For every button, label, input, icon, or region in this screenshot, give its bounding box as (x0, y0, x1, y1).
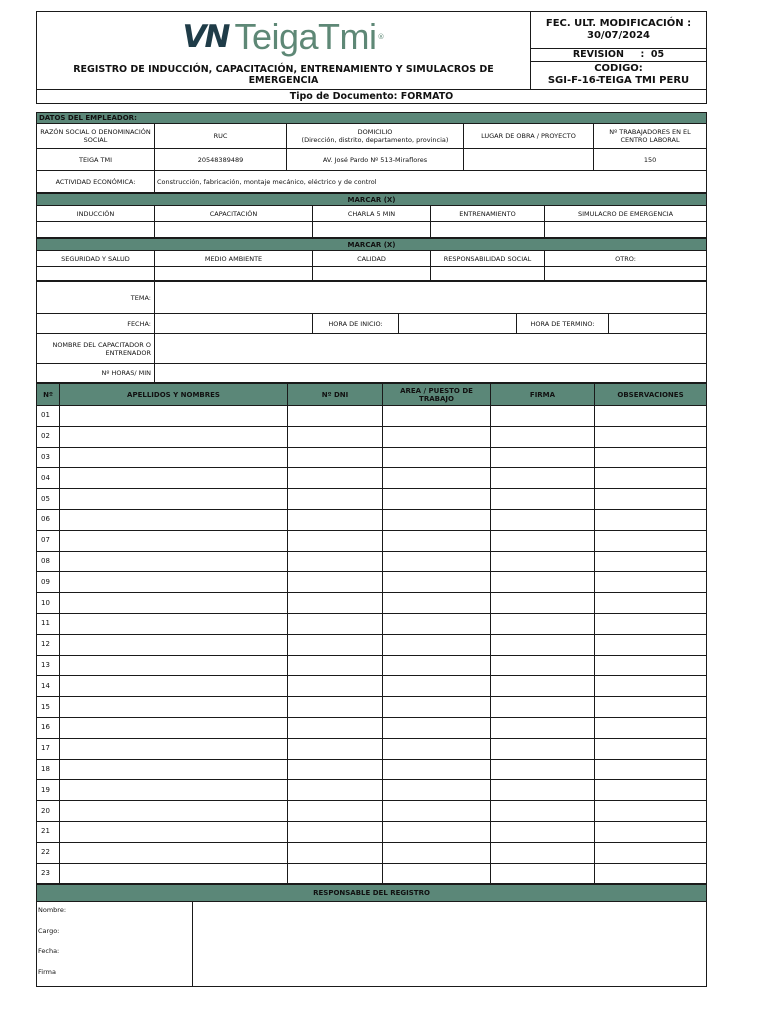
observaciones-field[interactable] (595, 634, 707, 655)
code-label: CODIGO: (594, 63, 643, 75)
row-number: 06 (37, 509, 60, 530)
registro-form (36, 11, 706, 987)
responsable-firma-label: Firma (38, 967, 56, 976)
observaciones-field[interactable] (595, 551, 707, 572)
table-row (37, 842, 707, 863)
actividad-label: ACTIVIDAD ECONÓMICA: (37, 171, 155, 193)
table-row (37, 489, 707, 510)
dni-field[interactable] (288, 509, 383, 530)
table-row (37, 509, 707, 530)
hora-termino-label: HORA DE TERMINO: (517, 314, 609, 334)
apellidos-field[interactable] (60, 406, 288, 427)
company-logo: VN TeigaTmi ® (37, 12, 531, 62)
dni-field[interactable] (288, 738, 383, 759)
apellidos-field[interactable] (60, 697, 288, 718)
area-field[interactable] (383, 697, 491, 718)
header-observaciones: OBSERVACIONES (595, 384, 707, 406)
modification-date: 30/07/2024 (587, 30, 650, 42)
area-field[interactable] (383, 551, 491, 572)
capacitador-field[interactable] (155, 334, 707, 364)
activity-type-table (36, 193, 707, 238)
option-capacitacion: CAPACITACIÓN (155, 206, 313, 222)
domicilio-sublabel: (Dirección, distrito, departamento, provincia) (301, 136, 449, 144)
option-calidad: CALIDAD (313, 251, 431, 267)
dni-field[interactable] (288, 676, 383, 697)
apellidos-field[interactable] (60, 842, 288, 863)
area-field[interactable] (383, 634, 491, 655)
checkbox-medio-ambiente[interactable] (155, 267, 313, 281)
firma-field[interactable] (491, 676, 595, 697)
table-row (37, 821, 707, 842)
apellidos-field[interactable] (60, 426, 288, 447)
table-row (37, 738, 707, 759)
row-number: 13 (37, 655, 60, 676)
observaciones-field[interactable] (595, 530, 707, 551)
firma-field[interactable] (491, 634, 595, 655)
apellidos-field[interactable] (60, 489, 288, 510)
table-row (37, 801, 707, 822)
area-field[interactable] (383, 863, 491, 884)
responsable-title: RESPONSABLE DEL REGISTRO (37, 885, 707, 902)
option-seguridad: SEGURIDAD Y SALUD (37, 251, 155, 267)
table-row (37, 676, 707, 697)
table-row (37, 468, 707, 489)
observaciones-field[interactable] (595, 738, 707, 759)
dni-field[interactable] (288, 426, 383, 447)
apellidos-field[interactable] (60, 780, 288, 801)
apellidos-field[interactable] (60, 593, 288, 614)
dni-field[interactable] (288, 842, 383, 863)
table-row (37, 530, 707, 551)
apellidos-field[interactable] (60, 676, 288, 697)
row-number: 20 (37, 801, 60, 822)
observaciones-field[interactable] (595, 842, 707, 863)
horas-label: Nº HORAS/ MIN (37, 364, 155, 383)
row-number: 10 (37, 593, 60, 614)
firma-field[interactable] (491, 821, 595, 842)
dni-field[interactable] (288, 551, 383, 572)
table-row (37, 655, 707, 676)
observaciones-field[interactable] (595, 717, 707, 738)
row-number: 01 (37, 406, 60, 427)
checkbox-induccion[interactable] (37, 222, 155, 238)
firma-field[interactable] (491, 801, 595, 822)
apellidos-field[interactable] (60, 634, 288, 655)
area-field[interactable] (383, 759, 491, 780)
hora-termino-field[interactable] (609, 314, 707, 334)
area-field[interactable] (383, 738, 491, 759)
dni-field[interactable] (288, 780, 383, 801)
mark-activity-title: MARCAR (X) (37, 194, 707, 206)
firma-field[interactable] (491, 780, 595, 801)
observaciones-field[interactable] (595, 426, 707, 447)
area-field[interactable] (383, 406, 491, 427)
observaciones-field[interactable] (595, 655, 707, 676)
dni-field[interactable] (288, 759, 383, 780)
lugar-obra-label: LUGAR DE OBRA / PROYECTO (464, 124, 594, 149)
area-field[interactable] (383, 489, 491, 510)
responsable-table (36, 884, 707, 987)
table-row (37, 613, 707, 634)
tema-field[interactable] (155, 282, 707, 314)
row-number: 08 (37, 551, 60, 572)
option-responsabilidad: RESPONSABILIDAD SOCIAL (431, 251, 545, 267)
area-field[interactable] (383, 530, 491, 551)
responsable-fecha-label: Fecha: (38, 947, 60, 956)
lugar-obra-field[interactable] (464, 149, 594, 171)
checkbox-otro[interactable] (545, 267, 707, 281)
option-charla: CHARLA 5 MIN (313, 206, 431, 222)
dni-field[interactable] (288, 697, 383, 718)
trabajadores-label: Nº TRABAJADORES EN EL CENTRO LABORAL (594, 124, 707, 149)
row-number: 16 (37, 717, 60, 738)
logo-wordmark: TeigaTmi (234, 15, 377, 57)
employer-table (36, 112, 707, 193)
firma-field[interactable] (491, 551, 595, 572)
observaciones-field[interactable] (595, 406, 707, 427)
area-field[interactable] (383, 717, 491, 738)
hora-inicio-label: HORA DE INICIO: (313, 314, 399, 334)
observaciones-field[interactable] (595, 821, 707, 842)
domicilio-label: DOMICILIO (357, 128, 393, 136)
trabajadores-field[interactable]: 150 (594, 149, 707, 171)
observaciones-field[interactable] (595, 468, 707, 489)
apellidos-field[interactable] (60, 572, 288, 593)
firma-field[interactable] (491, 738, 595, 759)
row-number: 23 (37, 863, 60, 884)
table-row (37, 447, 707, 468)
row-number: 12 (37, 634, 60, 655)
fecha-label: FECHA: (37, 314, 155, 334)
firma-field[interactable] (491, 842, 595, 863)
apellidos-field[interactable] (60, 655, 288, 676)
modification-label: FEC. ULT. MODIFICACIÓN : (545, 18, 692, 30)
option-induccion: INDUCCIÓN (37, 206, 155, 222)
area-field[interactable] (383, 780, 491, 801)
apellidos-field[interactable] (60, 447, 288, 468)
firma-field[interactable] (491, 468, 595, 489)
area-field[interactable] (383, 801, 491, 822)
firma-field[interactable] (491, 426, 595, 447)
row-number: 21 (37, 821, 60, 842)
domicilio-field[interactable]: AV. José Pardo Nº 513-Miraflores (287, 149, 464, 171)
table-row (37, 572, 707, 593)
observaciones-field[interactable] (595, 697, 707, 718)
apellidos-field[interactable] (60, 530, 288, 551)
observaciones-field[interactable] (595, 572, 707, 593)
apellidos-field[interactable] (60, 717, 288, 738)
responsable-nombre-label: Nombre: (38, 906, 67, 915)
firma-field[interactable] (491, 489, 595, 510)
option-entrenamiento: ENTRENAMIENTO (431, 206, 545, 222)
dni-field[interactable] (288, 593, 383, 614)
row-number: 05 (37, 489, 60, 510)
checkbox-responsabilidad[interactable] (431, 267, 545, 281)
firma-field[interactable] (491, 530, 595, 551)
header-area: AREA / PUESTO DE TRABAJO (383, 384, 491, 406)
dni-field[interactable] (288, 468, 383, 489)
dni-field[interactable] (288, 489, 383, 510)
razon-social-label: RAZÓN SOCIAL O DENOMINACIÓN SOCIAL (37, 124, 155, 149)
checkbox-calidad[interactable] (313, 267, 431, 281)
table-row (37, 634, 707, 655)
row-number: 18 (37, 759, 60, 780)
observaciones-field[interactable] (595, 447, 707, 468)
firma-field[interactable] (491, 863, 595, 884)
apellidos-field[interactable] (60, 821, 288, 842)
row-number: 14 (37, 676, 60, 697)
area-field[interactable] (383, 821, 491, 842)
area-field[interactable] (383, 447, 491, 468)
revision-number: REVISION : 05 (531, 49, 707, 61)
responsable-cargo-label: Cargo: (38, 926, 60, 935)
horas-field[interactable] (155, 364, 707, 383)
firma-field[interactable] (491, 572, 595, 593)
checkbox-simulacro[interactable] (545, 222, 707, 238)
observaciones-field[interactable] (595, 801, 707, 822)
apellidos-field[interactable] (60, 738, 288, 759)
dni-field[interactable] (288, 863, 383, 884)
area-field[interactable] (383, 426, 491, 447)
employer-section-title: DATOS DEL EMPLEADOR: (37, 113, 707, 124)
table-row (37, 426, 707, 447)
apellidos-field[interactable] (60, 759, 288, 780)
apellidos-field[interactable] (60, 551, 288, 572)
mark-topic-title: MARCAR (X) (37, 239, 707, 251)
actividad-field[interactable]: Construcción, fabricación, montaje mecánico, eléctrico y de control (155, 171, 707, 193)
observaciones-field[interactable] (595, 509, 707, 530)
observaciones-field[interactable] (595, 676, 707, 697)
ruc-label: RUC (155, 124, 287, 149)
apellidos-field[interactable] (60, 613, 288, 634)
form-header (36, 11, 707, 104)
area-field[interactable] (383, 842, 491, 863)
apellidos-field[interactable] (60, 509, 288, 530)
table-row (37, 697, 707, 718)
firma-field[interactable] (491, 717, 595, 738)
dni-field[interactable] (288, 821, 383, 842)
firma-field[interactable] (491, 759, 595, 780)
table-row (37, 593, 707, 614)
firma-field[interactable] (491, 593, 595, 614)
observaciones-field[interactable] (595, 613, 707, 634)
topic-type-table (36, 238, 707, 281)
area-field[interactable] (383, 593, 491, 614)
firma-field[interactable] (491, 655, 595, 676)
apellidos-field[interactable] (60, 468, 288, 489)
apellidos-field[interactable] (60, 863, 288, 884)
firma-field[interactable] (491, 697, 595, 718)
dni-field[interactable] (288, 406, 383, 427)
document-type: Tipo de Documento: FORMATO (37, 89, 707, 103)
checkbox-entrenamiento[interactable] (431, 222, 545, 238)
row-number: 03 (37, 447, 60, 468)
observaciones-field[interactable] (595, 489, 707, 510)
form-title: REGISTRO DE INDUCCIÓN, CAPACITACIÓN, ENTRENAMIENTO Y SIMULACROS DE EMERGENCIA (37, 61, 531, 89)
table-row (37, 863, 707, 884)
dni-field[interactable] (288, 530, 383, 551)
row-number: 19 (37, 780, 60, 801)
firma-field[interactable] (491, 613, 595, 634)
responsable-signature-area[interactable] (193, 902, 707, 987)
table-row (37, 780, 707, 801)
row-number: 22 (37, 842, 60, 863)
dni-field[interactable] (288, 655, 383, 676)
dni-field[interactable] (288, 447, 383, 468)
fecha-field[interactable] (155, 314, 313, 334)
dni-field[interactable] (288, 613, 383, 634)
table-row (37, 717, 707, 738)
row-number: 11 (37, 613, 60, 634)
tema-label: TEMA: (37, 282, 155, 314)
checkbox-charla[interactable] (313, 222, 431, 238)
hora-inicio-field[interactable] (399, 314, 517, 334)
checkbox-seguridad[interactable] (37, 267, 155, 281)
row-number: 02 (37, 426, 60, 447)
row-number: 07 (37, 530, 60, 551)
header-numero: Nº (37, 384, 60, 406)
checkbox-capacitacion[interactable] (155, 222, 313, 238)
table-row (37, 406, 707, 427)
observaciones-field[interactable] (595, 593, 707, 614)
area-field[interactable] (383, 655, 491, 676)
header-firma: FIRMA (491, 384, 595, 406)
session-table (36, 281, 707, 383)
row-number: 09 (37, 572, 60, 593)
razon-social-field[interactable]: TEIGA TMI (37, 149, 155, 171)
firma-field[interactable] (491, 406, 595, 427)
table-row (37, 551, 707, 572)
row-number: 17 (37, 738, 60, 759)
apellidos-field[interactable] (60, 801, 288, 822)
logo-mark-icon: VN (182, 18, 229, 55)
ruc-field[interactable]: 20548389489 (155, 149, 287, 171)
table-row (37, 759, 707, 780)
observaciones-field[interactable] (595, 780, 707, 801)
firma-field[interactable] (491, 509, 595, 530)
dni-field[interactable] (288, 634, 383, 655)
option-otro: OTRO: (545, 251, 707, 267)
dni-field[interactable] (288, 572, 383, 593)
row-number: 15 (37, 697, 60, 718)
dni-field[interactable] (288, 801, 383, 822)
area-field[interactable] (383, 613, 491, 634)
firma-field[interactable] (491, 447, 595, 468)
attendees-table (36, 383, 707, 884)
area-field[interactable] (383, 572, 491, 593)
header-dni: Nº DNI (288, 384, 383, 406)
area-field[interactable] (383, 509, 491, 530)
option-simulacro: SIMULACRO DE EMERGENCIA (545, 206, 707, 222)
area-field[interactable] (383, 468, 491, 489)
option-medio-ambiente: MEDIO AMBIENTE (155, 251, 313, 267)
dni-field[interactable] (288, 717, 383, 738)
observaciones-field[interactable] (595, 863, 707, 884)
capacitador-label: NOMBRE DEL CAPACITADOR O ENTRENADOR (37, 334, 155, 364)
code-value: SGI-F-16-TEIGA TMI PERU (547, 75, 690, 87)
observaciones-field[interactable] (595, 759, 707, 780)
header-apellidos: APELLIDOS Y NOMBRES (60, 384, 288, 406)
row-number: 04 (37, 468, 60, 489)
area-field[interactable] (383, 676, 491, 697)
